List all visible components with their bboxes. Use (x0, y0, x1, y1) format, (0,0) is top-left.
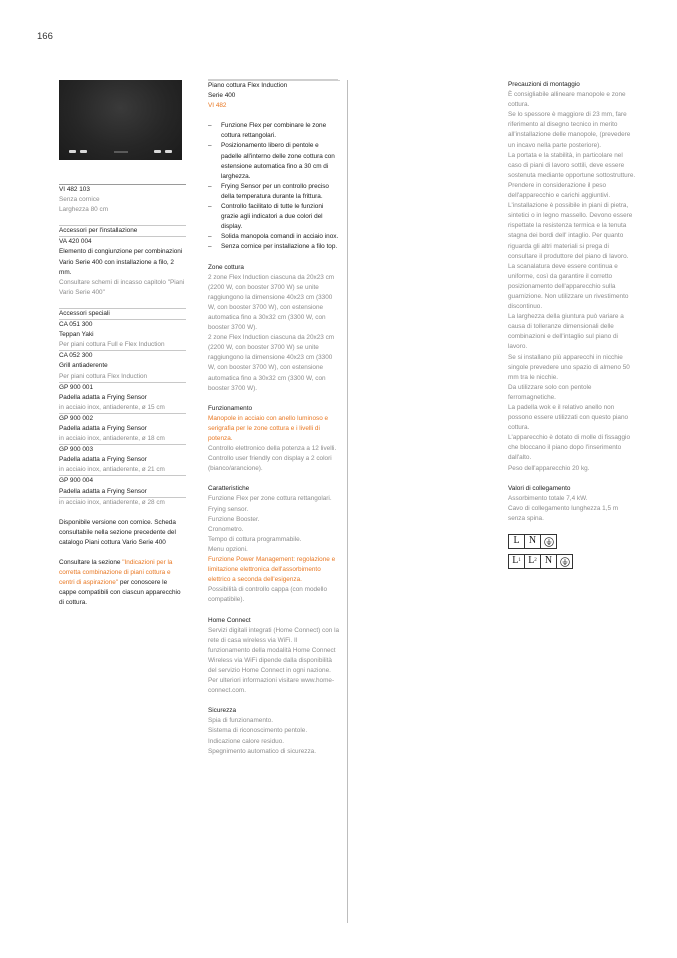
mount-para: La padella wok e il relativo anello non possono essere utilizzati con questo piano cottura. (508, 404, 629, 432)
install-note: Consultare schemi di incasso capitolo "Piani Vario Serie 400" (59, 278, 185, 296)
install-desc: Elemento di congiunzione per combinazioni Vario Serie 400 con installazione a filo, 2 mm. (59, 248, 183, 276)
wiring-diagram-single-phase (508, 534, 557, 549)
mount-para: Da utilizzare solo con pentole ferromagnetiche. (508, 383, 592, 401)
operation-highlight: Manopole in acciaio con anello luminoso e serigrafia per le zone cottura e i livelli di potenza. (208, 414, 329, 442)
feature-item: – Posizionamento libero di pentole e padelle all'interno delle zone cottura con estensione automatica fino a 30 cm di larghezza. (208, 142, 335, 180)
special-item (59, 350, 186, 381)
ground-icon (541, 535, 556, 548)
neutral-n: N (541, 555, 557, 568)
special-note: in acciaio inox, antiaderente, ø 21 cm (59, 466, 165, 474)
wiring-diagram-two-phase (508, 554, 573, 569)
special-code: GP 900 001 (59, 382, 186, 393)
special-name: Grill antiaderente (59, 362, 108, 370)
feature-item: – Funzione Flex per combinare le zone cottura rettangolari. (208, 122, 327, 140)
page-number: 166 (37, 31, 53, 42)
special-code: CA 052 300 (59, 350, 186, 361)
special-item (59, 475, 186, 507)
product-line: Senza cornice (59, 196, 100, 204)
consult-link[interactable]: "Indicazioni per la corretta combinazione di piani cottura e centri di aspirazione" (59, 559, 173, 587)
mount-para: L'apparecchio è dotato di molle di fissaggio che bloccano il piano dopo l'inserimento dall'alto. (508, 434, 631, 462)
features-line: Funzione Flex per zone cottura rettangolari. (208, 495, 332, 503)
connection-text: Cavo di collegamento lunghezza 1,5 m senza spina. (508, 504, 619, 522)
special-code: GP 900 004 (59, 475, 186, 486)
features-tail: Possibilità di controllo cappa (con modello compatibile). (208, 586, 328, 604)
mount-para: La larghezza della giuntura può variare a causa di tolleranze dimensionali delle combinazioni e dell'intaglio sul piano di lavoro. (508, 313, 624, 351)
mount-para: La portata e la stabilità, in particolare nel caso di piani di lavoro sottili, deve essere sostenuta mediante opportune sottostrutture. Prendere in considerazione il peso dell'apparecchio e carichi aggiuntivi. (508, 151, 636, 200)
home-connect-heading: Home Connect (208, 616, 251, 624)
special-name: Padella adatta a Frying Sensor (59, 456, 147, 464)
special-name: Padella adatta a Frying Sensor (59, 424, 147, 432)
mount-para: La scanalatura deve essere continua e uniforme, così da garantire il corretto posizionamento dell'apparecchio sulla guarnizione. Non utilizzare un rivestimento discontinuo. (508, 262, 629, 311)
safety-line: Spegnimento automatico di sicurezza. (208, 747, 316, 755)
features-highlight: Funzione Power Management: regolazione e limitazione elettronica dell'assorbimento elettrico a seconda dell'esigenza. (208, 556, 336, 584)
special-note: in acciaio inox, antiaderente, ø 28 cm (59, 497, 186, 508)
operation-text: Controllo user friendly con display a 2 colori (bianco/arancione). (208, 455, 332, 473)
product-line: Larghezza 80 cm (59, 206, 109, 214)
features-line: Menu opzioni. (208, 545, 248, 553)
column-divider (347, 80, 348, 923)
feature-item: – Senza cornice per installazione a filo top. (208, 243, 338, 251)
phase-l1: L 1 (509, 555, 525, 568)
special-item (59, 382, 186, 413)
product-image-hob (59, 80, 182, 160)
features-line: Frying sensor. (208, 505, 249, 513)
mount-para: Se si installano più apparecchi in nicchie singole prevedere uno spazio di almeno 50 mm tra le nicchie. (508, 353, 630, 381)
special-heading: Accessori speciali (59, 308, 186, 319)
special-name: Teppan Yaki (59, 331, 94, 339)
special-item (59, 319, 186, 350)
safety-line: Indicazione calore residuo. (208, 737, 285, 745)
install-code: VA 420 004 (59, 236, 186, 247)
special-name: Padella adatta a Frying Sensor (59, 487, 147, 495)
product-code: VI 482 103 (59, 186, 90, 193)
safety-line: Sistema di riconoscimento pentole. (208, 727, 308, 735)
special-name: Padella adatta a Frying Sensor (59, 393, 147, 401)
phase-l2: L 2 (525, 555, 541, 568)
special-code: GP 900 003 (59, 444, 186, 455)
phase-l: L (509, 535, 525, 548)
frame-note: Disponibile versione con cornice. Scheda consultabile nella sezione precedente del catalogo Piani cottura Vario Serie 400 (59, 518, 176, 546)
mount-para: L'installazione è possibile in piani di pietra, sintetici o in legno massello. Devono essere rispettate la resistenza termica e la tenuta stagna dei bordi dell' intaglio. Per quanto riguarda gli altri materiali si prega di consultare il produttore del piano di lavoro. (508, 202, 633, 260)
special-note: Per piani cottura Full e Flex Induction (59, 341, 165, 349)
mount-para: Se lo spessore è maggiore di 23 mm, fare riferimento al disegno tecnico in merito all'installazione delle manopole, (prevedere un incavo nella parte posteriore). (508, 111, 631, 149)
special-note: Per piani cottura Flex Induction (59, 372, 148, 380)
neutral-n: N (525, 535, 541, 548)
product-model: VI 482 (208, 102, 227, 110)
connection-heading: Valori di collegamento (508, 484, 571, 492)
install-heading: Accessori per l'installazione (59, 225, 186, 236)
home-connect-text: Servizi digitali integrati (Home Connect) con la rete di casa wireless via WiFi. Il funzionamento della modalità Home Connect Wireless via WiFi dipende dalla disponibilità del servizio Home Connect in ogni nazione. Per ulteriori informazioni visitare www.home-connect.com. (208, 626, 340, 695)
mount-heading: Precauzioni di montaggio (508, 81, 580, 88)
product-series: Serie 400 (208, 92, 236, 100)
special-code: CA 051 300 (59, 319, 186, 330)
product-title: Piano cottura Flex Induction (208, 82, 288, 89)
safety-heading: Sicurezza (208, 707, 237, 715)
special-code: GP 900 002 (59, 413, 186, 424)
ground-icon (557, 555, 572, 568)
feature-item: – Frying Sensor per un controllo preciso della temperatura durante la frittura. (208, 182, 329, 200)
column-installation (508, 80, 636, 574)
safety-line: Spia di funzionamento. (208, 717, 274, 725)
features-line: Funzione Booster. (208, 515, 260, 523)
special-note: in acciaio inox, antiaderente, ø 15 cm (59, 403, 165, 411)
mount-para: Peso dell'apparecchio 20 kg. (508, 464, 590, 472)
column-product (208, 80, 340, 767)
hob-controls (59, 150, 182, 153)
zones-text: 2 zone Flex Induction ciascuna da 20x23 cm (2200 W, con booster 3700 W) se unite raggiungono la dimensione 40x23 cm (3300 W, con booster 3700 W), con estensione automatica fino a 30x32 cm (3300 W, con booster 3700 W). (208, 273, 335, 332)
features-line: Tempo di cottura programmabile. (208, 535, 302, 543)
operation-heading: Funzionamento (208, 404, 253, 412)
feature-item: – Solida manopola comandi in acciaio inox. (208, 233, 339, 241)
zones-heading: Zone cottura (208, 263, 244, 271)
consult-text: Consultare la sezione "Indicazioni per la corretta combinazione di piani cottura e centri di aspirazione" per conoscere le cappe compatibili con ciascun apparecchio di cottura. (59, 559, 181, 607)
features-heading: Caratteristiche (208, 485, 250, 493)
feature-item: – Controllo facilitato di tutte le funzioni grazie agli indicatori a due colori del display. (208, 203, 324, 231)
mount-para: È consigliabile allineare manopole e zone cottura. (508, 91, 626, 109)
zones-text: 2 zone Flex Induction ciascuna da 20x23 cm (2200 W, con booster 3700 W) se unite raggiungono la dimensione 40x23 cm (3300 W, con booster 3700 W), con estensione automatica fino a 30x32 cm (3300 W, con booster 3700 W). (208, 334, 335, 392)
wiring-diagrams (508, 534, 636, 574)
special-item (59, 413, 186, 444)
features-line: Cronometro. (208, 525, 244, 533)
operation-text: Controllo elettronico della potenza a 12 livelli. (208, 445, 337, 453)
connection-text: Assorbimento totale 7,4 kW. (508, 494, 588, 502)
special-item (59, 444, 186, 475)
column-accessories (59, 80, 186, 618)
special-note: in acciaio inox, antiaderente, ø 18 cm (59, 435, 165, 443)
